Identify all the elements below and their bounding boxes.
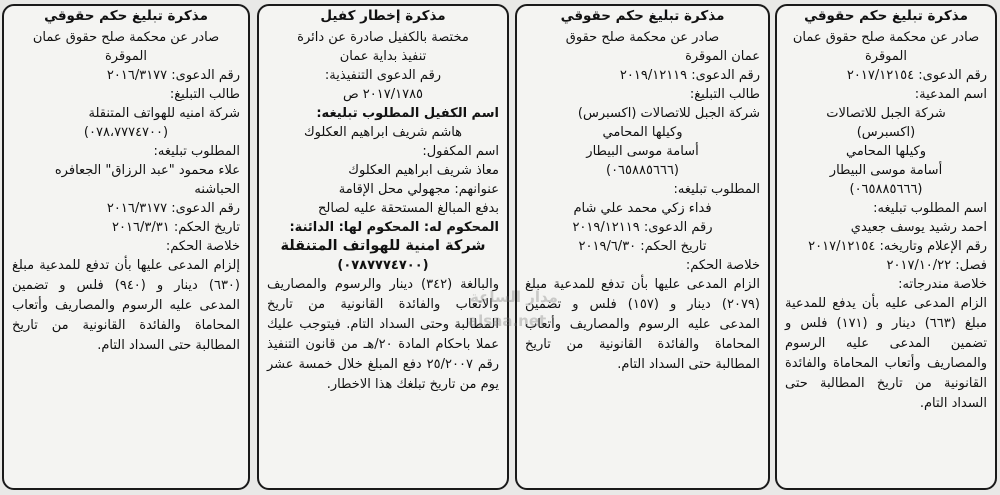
defendant-name: فداء زكي محمد علي شام	[573, 201, 712, 216]
issuer-cont: تنفيذ بداية عمان	[339, 49, 427, 64]
requester-name: شركة الجبل للاتصالات (اكسبرس)	[577, 106, 760, 121]
lawyer-label: وكيلها المحامي	[602, 125, 683, 140]
summary-text: الزام المدعى عليه بأن يدفع للمدعية مبلغ (٦٦٣) دينار و (١٧١) فلس و تضمين المدعى عليه الرسوم والمصاريف وأتعاب المحاماة والفائدة القانونية من تاريخ المطالبة حتى السداد التام.	[785, 296, 987, 411]
court-name-cont: الموقرة	[864, 49, 907, 64]
creditor-label: المحكوم له: المحكوم لها: الدائنة:	[289, 220, 499, 235]
court-name-cont: الموقرة	[104, 49, 147, 64]
case-number: رقم الدعوى: ٢٠١٩/١٢١١٩	[619, 68, 760, 83]
court-name-cont: عمان الموقرة	[685, 49, 760, 64]
guaranteed-label: اسم المكفول:	[422, 144, 499, 159]
court-name: صادر عن محكمة صلح حقوق	[565, 30, 720, 45]
case-number-2: رقم الدعوى: ٢٠١٩/١٢١١٩	[572, 220, 713, 235]
requester-label: طالب التبليغ:	[689, 87, 760, 102]
summary-label: خلاصة الحكم:	[685, 258, 760, 273]
watermark-ar: مدار الساعة	[470, 288, 558, 306]
guarantor-name: هاشم شريف ابراهيم العكلوك	[303, 125, 463, 140]
notice-title: مذكرة تبليغ حكم حقوقي	[560, 8, 725, 24]
plaintiff-name: شركة الجبل للاتصالات	[826, 106, 946, 121]
judgment-number: رقم الإعلام وتاريخه: ٢٠١٧/١٢١٥٤	[808, 239, 987, 254]
summary-text: إلزام المدعى عليها بأن تدفع للمدعية مبلغ (٦٣٠) دينار و (٩٤٠) فلس و تضمين المدعى عليه الرسوم والمصاريف وأتعاب المحاماة والفائدة القانونية من تاريخ المطالبة حتى السداد التام.	[12, 258, 240, 353]
defendant-label: المطلوب تبليغه:	[673, 182, 760, 197]
notice-card-4	[2, 4, 250, 490]
lawyer-phone: (٠٦٥٨٨٥٦٦٦)	[606, 163, 679, 178]
notice-title: مذكرة تبليغ حكم حقوقي	[44, 8, 208, 24]
case-number: رقم الدعوى: ٢٠١٦/٣١٧٧	[106, 68, 240, 83]
lawyer-label: وكيلها المحامي	[845, 144, 927, 159]
guarantor-label: اسم الكفيل المطلوب تبليغه:	[316, 106, 499, 121]
judgment-date: تاريخ الحكم: ٢٠١٦/٣/٣١	[112, 220, 240, 235]
notice-title: مذكرة تبليغ حكم حقوقي	[804, 8, 968, 24]
summary-label: خلاصة مندرجاته:	[898, 277, 987, 292]
lawyer-phone: (٠٦٥٨٨٥٦٦٦)	[849, 182, 923, 197]
judgment-date: فصل: ٢٠١٧/١٠/٢٢	[886, 258, 987, 273]
issuer: مختصة بالكفيل صادرة عن دائرة	[297, 30, 469, 45]
court-name: صادر عن محكمة صلح حقوق عمان	[32, 30, 220, 45]
plaintiff-label: اسم المدعية:	[914, 87, 987, 102]
requester-label: طالب التبليغ:	[169, 87, 240, 102]
requester-name: شركة امنيه للهواتف المتنقلة	[88, 106, 240, 121]
execution-case-label: رقم الدعوى التنفيذية:	[324, 68, 442, 83]
notice-card-2	[515, 4, 770, 490]
lawyer-name: أسامة موسى البيطار	[829, 163, 943, 178]
defendant-name-cont: الحباشنه	[194, 182, 240, 197]
notice-title: مذكرة إخطار كفيل	[320, 8, 446, 24]
case-number: رقم الدعوى: ٢٠١٧/١٢١٥٤	[846, 68, 987, 83]
defendant-name: علاء محمود "عبد الرزاق" الجعافره	[54, 163, 240, 178]
summary-label: خلاصة الحكم:	[165, 239, 240, 254]
notice-text: والبالغة (٣٤٢) دينار والرسوم والمصاريف والاتعاب والفائدة القانونية من تاريخ المطالبة وحتى السداد التام. فيتوجب عليك عملا باحكام المادة ٢٠/هـ من قانون التنفيذ رقم ٢٥/٢٠٠٧ دفع المبلغ خلال خمسة عشر يوم من تاريخ تبلغك هذا الاخطار.	[267, 277, 500, 392]
defendant-label: اسم المطلوب تبليغه:	[873, 201, 987, 216]
court-name: صادر عن محكمة صلح حقوق عمان	[792, 30, 980, 45]
judgment-date: تاريخ الحكم: ٢٠١٩/٦/٣٠	[578, 239, 707, 254]
payment-clause: بدفع المبالغ المستحقة عليه لصالح	[317, 201, 499, 216]
requester-phone: (٠٧٨،٧٧٧٤٧٠٠)	[83, 125, 169, 140]
address: عنوانهم: مجهولي محل الإقامة	[338, 182, 499, 197]
creditor-name: شركة امنية للهواتف المتنقلة	[280, 238, 486, 254]
case-number-2: رقم الدعوى: ٢٠١٦/٣١٧٧	[106, 201, 240, 216]
plaintiff-name-cont: (اكسبرس)	[856, 125, 916, 140]
execution-case-number: ٢٠١٧/١٧٨٥ ص	[342, 87, 424, 102]
notice-card-1	[775, 4, 997, 490]
summary-text: الزام المدعى عليها بأن تدفع للمدعية مبلغ (٢٠٧٩) دينار و (١٥٧) فلس و تضمين المدعى عليه الرسوم والمصاريف وأتعاب المحاماة والفائدة القانونية من تاريخ المطالبة حتى السداد التام.	[525, 277, 760, 372]
guaranteed-name: معاذ شريف ابراهيم العكلوك	[348, 163, 499, 178]
creditor-phone: (٠٧٨٧٧٧٤٧٠٠)	[337, 258, 429, 273]
defendant-name: احمد رشيد يوسف جعيدي	[850, 220, 987, 235]
watermark-en: alsaa.net	[468, 312, 547, 330]
lawyer-name: أسامة موسى البيطار	[586, 144, 699, 159]
defendant-label: المطلوب تبليغه:	[153, 144, 240, 159]
notice-card-3	[257, 4, 509, 490]
